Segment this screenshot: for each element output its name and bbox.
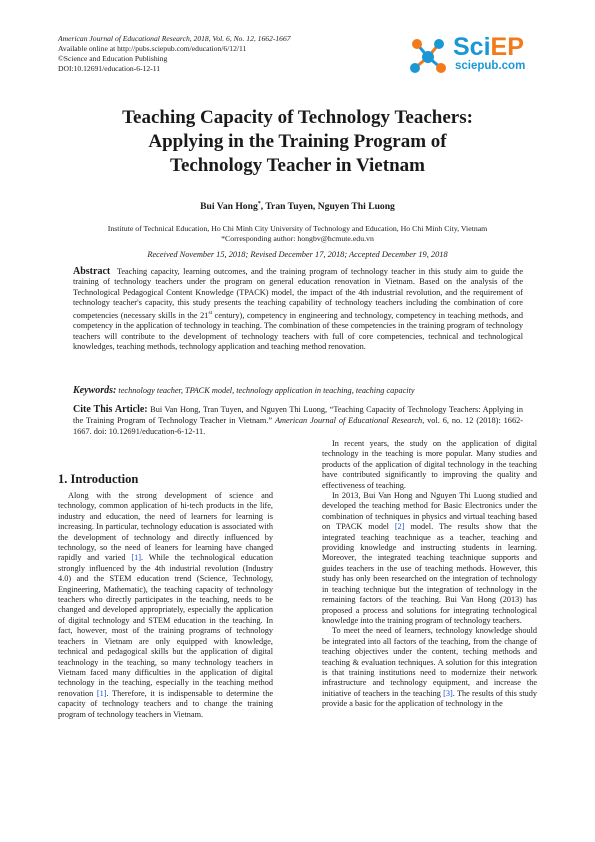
paragraph: In 2013, Bui Van Hong and Nguyen Thi Luong studied and developed the teaching method for Basic Electronics under the combination of techniques in physics and virtual teaching based on TPACK model [2] model. The results show that the integrated teaching teachnique as a teacher, teaching and providing knowledge and instructing students in learning. Moreover, the integrated teaching teachnique supports and guides teachers in the use of teaching methods. However, this study has only been researched on the integration of technology in teaching technique but the integration of technology in the remaining factors of the teaching. Bui Van Hong (2013) has proposed a process and solutions for integrating technological knowledge into the training program of technology teachers.	[322, 491, 537, 625]
abstract-label: Abstract	[73, 266, 111, 277]
section-heading: 1. Introduction	[58, 472, 139, 486]
cite-this-article: Cite This Article: Bui Van Hong, Tran Tuyen, and Nguyen Thi Luong, “Teaching Capacity of Technology Teachers: Applying in the Training Program of Technology Teacher in Vietnam.” American Journal of Educational Research, vol. 6, no. 12 (2018): 1662-1667. doi: 10.12691/education-6-12-11.	[73, 404, 523, 436]
left-column	[58, 491, 273, 720]
abstract-text: Teaching capacity, learning outcomes, and the training program of technology teacher in this study aim to guide the training of technology teachers under the program on general education renovation in Vietnam. Based on the analysis of the Technological Pedagogical Content Knowledge (TPACK) model, the impact of the 4th industrial revolution, and the requirement of technology teacher's capacity, this study presents the teaching capability of technology teachers including the combination of core competencies (necessary skills in the 21	[73, 267, 523, 321]
affiliation: Institute of Technical Education, Ho Chi Minh City University of Technology and Education, Ho Chi Minh City, Vietnam	[107, 224, 488, 233]
corresponding-author: *Corresponding author: hongbv@hcmute.edu.vn	[221, 234, 374, 243]
right-column	[322, 439, 537, 710]
citation-link[interactable]: [3]	[443, 688, 453, 698]
authors: Bui Van Hong*, Tran Tuyen, Nguyen Thi Luong	[200, 201, 395, 213]
affiliation-block	[40, 224, 555, 244]
citation-link[interactable]: [1]	[96, 688, 107, 698]
paragraph: In recent years, the study on the application of digital technology in the teaching is more popular. Many studies and products of the application of digital technology in the teaching have contributed significantly to improving the quality and effectiveness of teaching.	[322, 439, 537, 490]
title-line: Applying in the Training Program of	[148, 131, 447, 152]
keywords	[73, 385, 523, 396]
molecule-icon	[405, 34, 451, 80]
paragraph: Along with the strong development of science and technology, common application of hi-tech products in the life, industry and education, the need of learners for learning is increasing. In particular, technology education is associated with the development of technology and directly influenced by technology, so the need of leaners for learning have changed rapidly and varied [1]. While the technological education strongly influenced by the 4th industrial revolution (Industry 4.0) and the STEM education trend (Science, Technology, Engineering, Mathematic), the teaching capacity of technology teachers who directly participates in the teaching, needs to be changed and developed appropriately, especially the application of digital technology and STEM education in the teaching. In fact, however, most of the training programs of technology teachers in Vietnam are only equipped with knowledge, technical and pedagogical skills but the application of digital teachnology in the teaching, so many technology teachers in Vietnam faced many difficulties in the application of digital technology in the teaching, especially in the teaching method renovation [1]. Therefore, it is indispensable to determine the capacity of technology teachers and to change the training program of technology teachers in Vietnam.	[58, 491, 273, 719]
abstract: Abstract Teaching capacity, learning outcomes, and the training program of technology teacher in this study aim to guide the training of technology teachers under the program on general education renovation in Vietnam. Based on the analysis of the Technological Pedagogical Content Knowledge (TPACK) model, the impact of the 4th industrial revolution, and the requirement of technology teacher's capacity, this study presents the teaching capability of technology teachers including the combination of core competencies (necessary skills in the 21st century), competency in engineering and technology, competency in teaching methods, and competency in the application of technology in teaching. The combination of these competencies in the training program of technology teachers will contribute to the development of technology teachers with full of core competencies, technical and technological knowledges, teaching methods, technology application and teaching method renovation.	[73, 266, 523, 352]
journal-meta	[58, 34, 291, 74]
paragraph: To meet the need of learners, technology knowledge should be integrated into all factors of the teaching, from the change of teaching objectives under the content, teching methods and teaching & evaluation techniques. A solution for this integration is that training institutions need to modernize their network infrastructure and technology equipment, and increase the initiative of teachers in the teaching [3]. The results of this study provide a basic for the application of technology in the	[322, 626, 537, 709]
title-line: Technology Teacher in Vietnam	[170, 155, 425, 176]
keywords-label: Keywords:	[73, 385, 117, 396]
doi[interactable]: DOI:10.12691/education-6-12-11	[58, 64, 160, 73]
title-line: Teaching Capacity of Technology Teachers:	[122, 107, 473, 128]
publisher: ©Science and Education Publishing	[58, 54, 168, 63]
online-url[interactable]: Available online at http://pubs.sciepub.com/education/6/12/11	[58, 44, 247, 53]
cite-label: Cite This Article:	[73, 404, 148, 415]
keywords-value: technology teacher, TPACK model, technology application in teaching, teaching capacity	[118, 386, 415, 395]
logo-wordmark: SciEP	[453, 33, 524, 61]
citation-link[interactable]: [1]	[131, 553, 142, 563]
citation-link[interactable]: [2]	[394, 522, 405, 532]
received-dates: Received November 15, 2018; Revised December 17, 2018; Accepted December 19, 2018	[147, 250, 448, 259]
logo-url: sciepub.com	[455, 60, 526, 72]
journal-citation: American Journal of Educational Research, 2018, Vol. 6, No. 12, 1662-1667	[58, 34, 291, 43]
paper-title	[60, 106, 535, 178]
sciepub-logo	[405, 34, 545, 80]
